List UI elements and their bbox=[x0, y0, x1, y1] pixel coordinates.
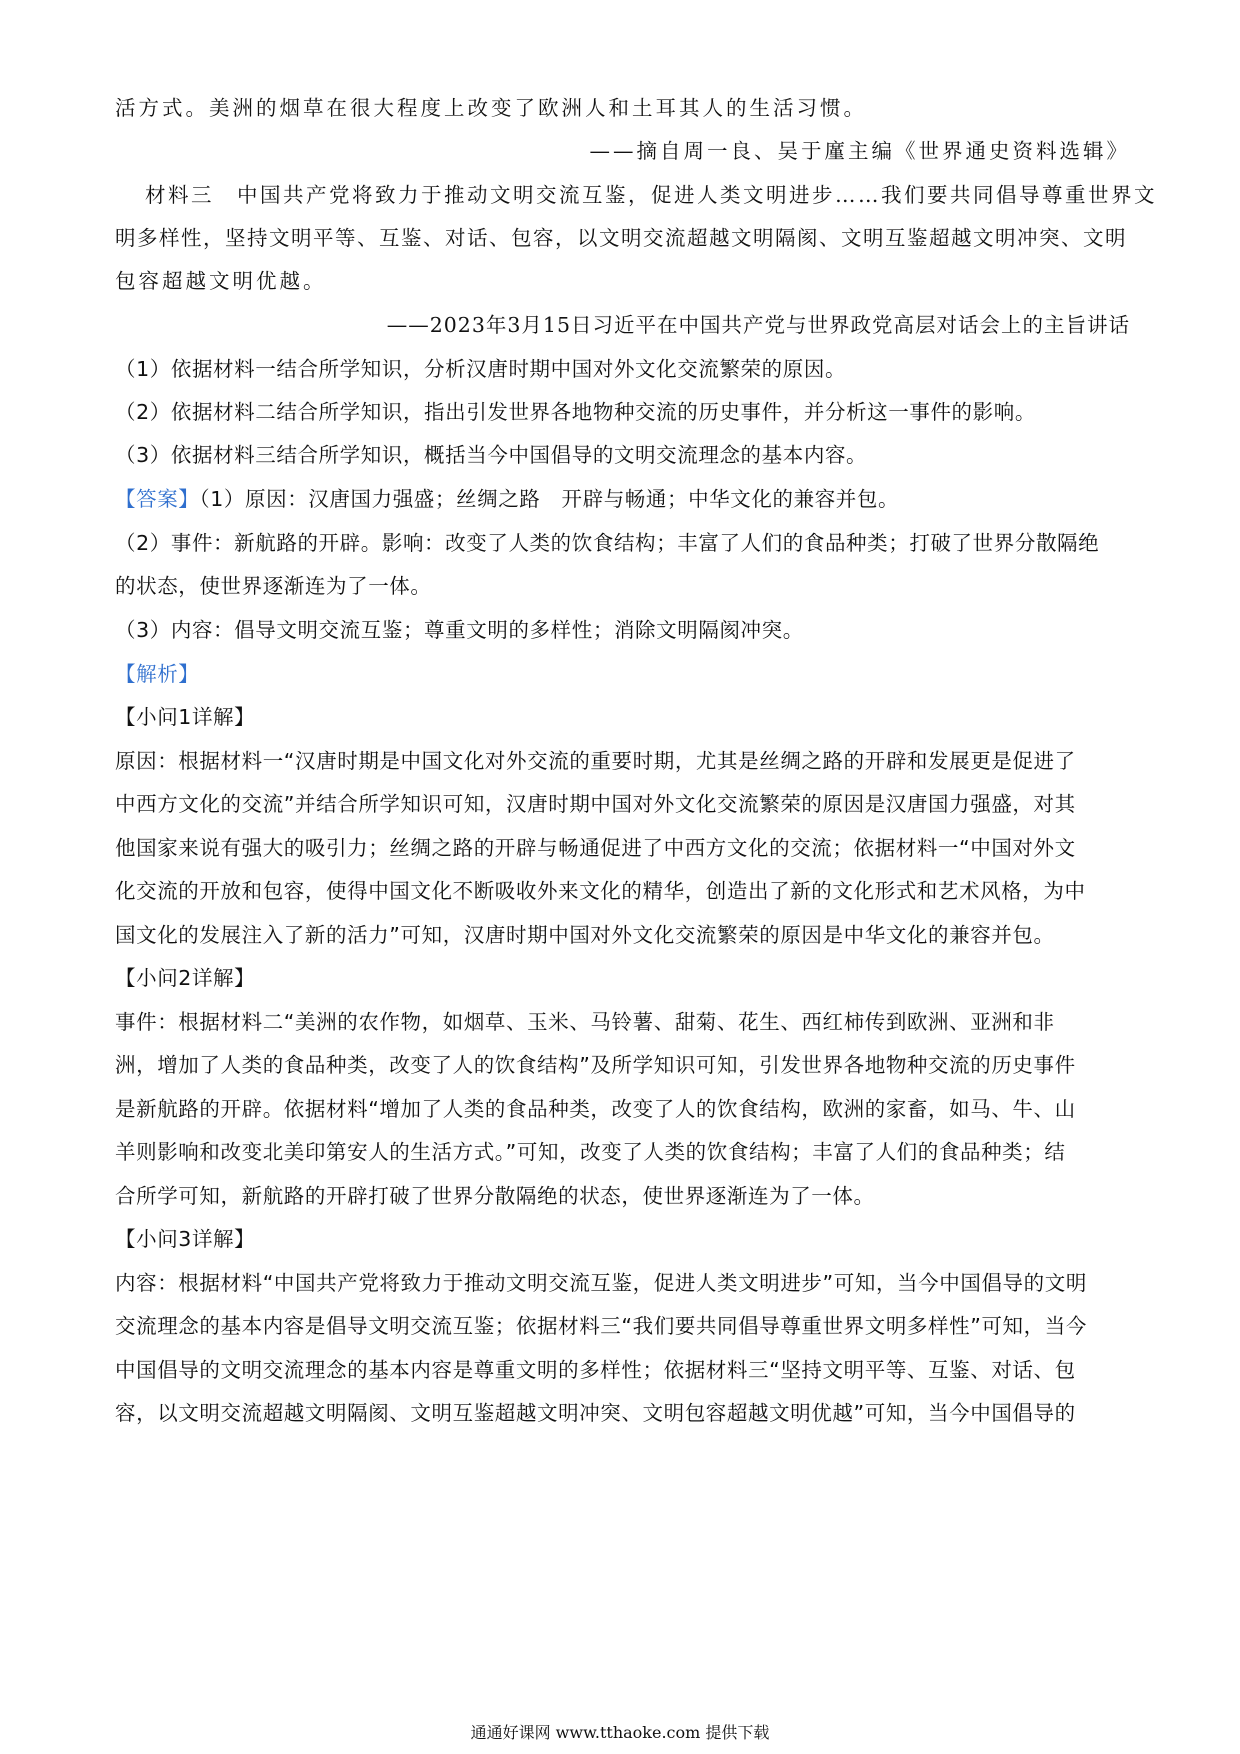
q3-line: 内容：根据材料“中国共产党将致力于推动文明交流互鉴，促进人类文明进步”可知，当今中国倡导的文明 bbox=[115, 1271, 1087, 1295]
q1-heading: 【小问1详解】 bbox=[115, 705, 256, 729]
q2-line: 事件：根据材料二“美洲的农作物，如烟草、玉米、马铃薯、甜菊、花生、西红柿传到欧洲、亚洲和非 bbox=[115, 1010, 1055, 1034]
question-1: （1）依据材料一结合所学知识，分析汉唐时期中国对外文化交流繁荣的原因。 bbox=[115, 357, 847, 381]
q2-line: 洲，增加了人类的食品种类，改变了人的饮食结构”及所学知识可知，引发世界各地物种交流的历史事件 bbox=[115, 1053, 1076, 1077]
answer-label: 【答案】 bbox=[115, 487, 200, 511]
q1-line: 化交流的开放和包容，使得中国文化不断吸收外来文化的精华，创造出了新的文化形式和艺术风格，为中 bbox=[115, 879, 1086, 903]
question-2: （2）依据材料二结合所学知识，指出引发世界各地物种交流的历史事件，并分析这一事件的影响。 bbox=[115, 400, 1036, 424]
material3-line: 材料三 中国共产党将致力于推动文明交流互鉴，促进人类文明进步……我们要共同倡导尊重世界文 bbox=[145, 183, 1157, 207]
answer-line-3: 的状态，使世界逐渐连为了一体。 bbox=[115, 574, 432, 598]
q3-line: 容，以文明交流超越文明隔阂、文明互鉴超越文明冲突、文明包容超越文明优越”可知，当今中国倡导的 bbox=[115, 1401, 1076, 1425]
q3-line: 交流理念的基本内容是倡导文明交流互鉴；依据材料三“我们要共同倡导尊重世界文明多样性”可知，当今 bbox=[115, 1314, 1087, 1338]
answer-line-2: （2）事件：新航路的开辟。影响：改变了人类的饮食结构；丰富了人们的食品种类；打破了世界分散隔绝 bbox=[115, 531, 1100, 555]
material3-line: 包容超越文明优越。 bbox=[115, 269, 327, 293]
q1-line: 他国家来说有强大的吸引力；丝绸之路的开辟与畅通促进了中西方文化的交流；依据材料一“中国对外文 bbox=[115, 836, 1076, 860]
q1-line: 中西方文化的交流”并结合所学知识可知，汉唐时期中国对外文化交流繁荣的原因是汉唐国力强盛，对其 bbox=[115, 792, 1076, 816]
material3-source: ——2023年3月15日习近平在中国共产党与世界政党高层对话会上的主旨讲话 bbox=[386, 313, 1130, 337]
q2-line: 是新航路的开辟。依据材料“增加了人类的食品种类，改变了人的饮食结构，欧洲的家畜，如马、牛、山 bbox=[115, 1097, 1076, 1121]
q2-line: 合所学可知，新航路的开辟打破了世界分散隔绝的状态，使世界逐渐连为了一体。 bbox=[115, 1184, 875, 1208]
material3-line: 明多样性，坚持文明平等、互鉴、对话、包容，以文明交流超越文明隔阂、文明互鉴超越文明冲突、文明 bbox=[115, 226, 1127, 250]
answer-line-4: （3）内容：倡导文明交流互鉴；尊重文明的多样性；消除文明隔阂冲突。 bbox=[115, 618, 804, 642]
answer-text: （1）原因：汉唐国力强盛；丝绸之路 开辟与畅通；中华文化的兼容并包。 bbox=[199, 487, 900, 511]
answer-line-1 bbox=[115, 485, 899, 513]
question-3: （3）依据材料三结合所学知识，概括当今中国倡导的文明交流理念的基本内容。 bbox=[115, 443, 868, 467]
q1-line: 原因：根据材料一“汉唐时期是中国文化对外交流的重要时期，尤其是丝绸之路的开辟和发展更是促进了 bbox=[115, 749, 1076, 773]
q2-line: 羊则影响和改变北美印第安人的生活方式。”可知，改变了人类的饮食结构；丰富了人们的食品种类；结 bbox=[115, 1140, 1066, 1164]
q1-line: 国文化的发展注入了新的活力”可知，汉唐时期中国对外文化交流繁荣的原因是中华文化的兼容并包。 bbox=[115, 923, 1055, 947]
q3-heading: 【小问3详解】 bbox=[115, 1227, 256, 1251]
analysis-label: 【解析】 bbox=[115, 662, 200, 686]
material2-source: ——摘自周一良、吴于廑主编《世界通史资料选辑》 bbox=[589, 139, 1130, 163]
page-footer: 通通好课网 www.tthaoke.com 提供下载 bbox=[470, 1723, 770, 1742]
q3-line: 中国倡导的文明交流理念的基本内容是尊重文明的多样性；依据材料三“坚持文明平等、互鉴、对话、包 bbox=[115, 1358, 1076, 1382]
q2-heading: 【小问2详解】 bbox=[115, 966, 256, 990]
material2-tail: 活方式。美洲的烟草在很大程度上改变了欧洲人和土耳其人的生活习惯。 bbox=[115, 96, 867, 120]
